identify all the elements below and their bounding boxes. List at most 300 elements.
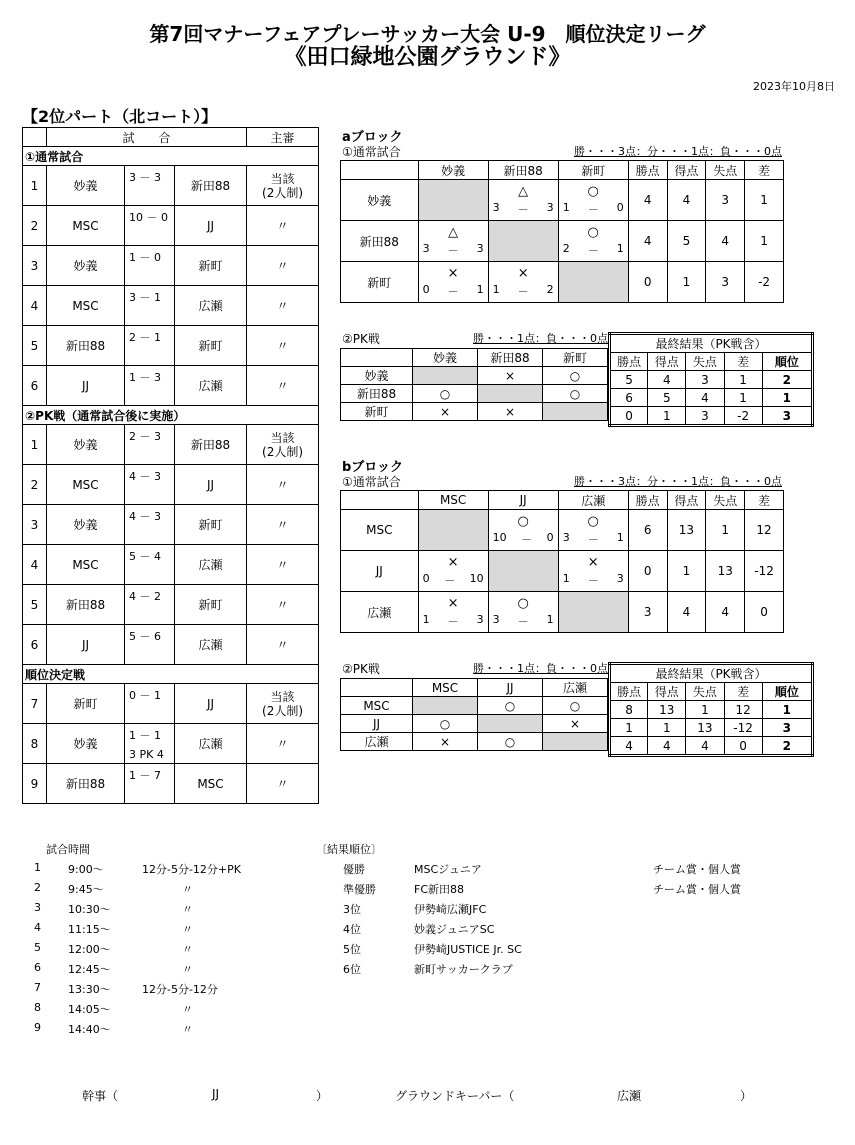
result-team: 新町サッカークラブ [414, 963, 513, 976]
referee-text: 〃 [276, 218, 289, 233]
stat-value: -2 [745, 262, 784, 303]
self-cell [478, 715, 543, 733]
team-column: 広瀬 [543, 679, 608, 697]
match-score [125, 505, 175, 545]
match-number: 1 [23, 425, 47, 465]
team-column: JJ [478, 679, 543, 697]
final-header: 差 [724, 683, 762, 701]
schedule-time: 14:40～ [68, 1023, 111, 1036]
result-row [316, 921, 796, 941]
match-number: 4 [23, 545, 47, 585]
schedule-time: 10:30～ [68, 903, 111, 916]
schedule-row [34, 881, 314, 901]
score-text: 4 － 2 [129, 590, 161, 603]
match-number: 1 [23, 166, 47, 206]
away-team: MSC [175, 764, 247, 804]
pk-result: × [543, 715, 608, 733]
score-dash: － [447, 285, 459, 298]
score-dash: － [517, 203, 529, 216]
schedule-no: 7 [34, 981, 41, 994]
score-text: 4 － 3 [129, 470, 161, 483]
final-value: 4 [686, 737, 724, 756]
score-right: 1 [616, 531, 624, 544]
grid-row [341, 551, 784, 592]
team-row: 広瀬 [341, 592, 419, 633]
stat-value: 12 [745, 510, 784, 551]
score-text: 3 － 1 [129, 291, 161, 304]
final-rank: 2 [762, 371, 812, 389]
referee [247, 505, 319, 545]
result-score [423, 613, 484, 629]
match-number: 3 [23, 246, 47, 286]
grid-header [341, 161, 784, 180]
final-value: 5 [610, 371, 648, 389]
final-value: 13 [686, 719, 724, 737]
stat-header: 勝点 [628, 491, 667, 510]
pk-result: ○ [478, 733, 543, 751]
stat-value: 1 [745, 180, 784, 221]
stat-value: 4 [667, 180, 706, 221]
final-header: 失点 [686, 353, 724, 371]
stat-value: 3 [706, 180, 745, 221]
referee-text: 当該 (2人制) [262, 689, 304, 718]
schedule-row [34, 981, 314, 1001]
pk-title: ②PK戦 [342, 662, 380, 676]
schedule [34, 841, 314, 1036]
result-wrap [489, 262, 558, 302]
header-match: 試 合 [47, 128, 247, 147]
stat-value: -12 [745, 551, 784, 592]
match-number: 5 [23, 326, 47, 366]
result-cell [418, 262, 488, 303]
score-dash: － [587, 203, 599, 216]
schedule-no: 4 [34, 921, 41, 934]
pk-result: × [413, 403, 478, 421]
home-team: MSC [47, 545, 125, 585]
section-row [23, 147, 319, 166]
referee-text: 〃 [276, 637, 289, 652]
score-text: 5 － 4 [129, 550, 161, 563]
result-rank: 6位 [343, 963, 361, 976]
grid-row [341, 262, 784, 303]
result-cell [558, 510, 628, 551]
pk-result: ○ [543, 697, 608, 715]
referee-text: 〃 [276, 298, 289, 313]
header-blank [23, 128, 47, 147]
result-score [493, 613, 554, 629]
result-team: 伊勢崎広瀬JFC [414, 903, 487, 916]
score-right: 3 [546, 201, 554, 214]
stat-value: 5 [667, 221, 706, 262]
match-number: 4 [23, 286, 47, 326]
final-header: 順位 [762, 683, 812, 701]
referee-text: 〃 [276, 258, 289, 273]
standings-grid [340, 490, 784, 633]
team-column: 新町 [543, 349, 608, 367]
match-score [125, 585, 175, 625]
home-team: 新田88 [47, 585, 125, 625]
score-right: 2 [546, 283, 554, 296]
pk-result: ○ [543, 367, 608, 385]
referee [247, 286, 319, 326]
referee-text: 〃 [276, 557, 289, 572]
block [340, 126, 810, 456]
home-team: 妙義 [47, 425, 125, 465]
final-rank: 2 [762, 737, 812, 756]
final-value: 4 [686, 389, 724, 407]
schedule-row [34, 1021, 314, 1041]
final-row [610, 371, 813, 389]
result-symbol: ○ [587, 225, 599, 240]
referee [247, 585, 319, 625]
pk-grid [340, 678, 608, 751]
pk-row [341, 715, 608, 733]
match-score [125, 764, 175, 804]
organizer-close: ） [316, 1089, 329, 1103]
schedule-no: 6 [34, 961, 41, 974]
score-text: 1 － 3 [129, 371, 161, 384]
result-symbol: ○ [587, 514, 599, 529]
referee [247, 465, 319, 505]
match-number: 2 [23, 206, 47, 246]
result-cell [488, 592, 558, 633]
result-cell [418, 592, 488, 633]
standings-grid [340, 160, 784, 303]
referee [247, 724, 319, 764]
away-team: 新田88 [175, 425, 247, 465]
match-score [125, 425, 175, 465]
team-row: JJ [341, 551, 419, 592]
result-rank: 4位 [343, 923, 361, 936]
schedule-time: 13:30～ [68, 983, 111, 996]
score-left: 10 [492, 531, 507, 544]
score-left: 3 [422, 242, 430, 255]
schedule-no: 3 [34, 901, 41, 914]
match-number: 5 [23, 585, 47, 625]
away-team: JJ [175, 684, 247, 724]
match-row [23, 684, 319, 724]
regular-points: 勝・・・3点：分・・・1点：負・・・0点 [574, 475, 782, 488]
stat-value: 4 [667, 592, 706, 633]
final-value: 8 [610, 701, 648, 719]
result-row [316, 901, 796, 921]
final-value: 3 [686, 371, 724, 389]
pk-grid-header [341, 679, 608, 697]
result-wrap [489, 180, 558, 220]
final-value: 5 [648, 389, 686, 407]
final-value: 13 [648, 701, 686, 719]
result-symbol: ○ [517, 596, 529, 611]
result-wrap [489, 510, 558, 550]
score-text: 2 － 3 [129, 430, 161, 443]
score-right: 10 [469, 572, 484, 585]
pk-row [341, 403, 608, 421]
match-row [23, 764, 319, 804]
final-value: 1 [610, 719, 648, 737]
score-left: 3 [562, 531, 570, 544]
score-left: 0 [422, 283, 430, 296]
stat-value: 13 [667, 510, 706, 551]
pk-result: ○ [413, 385, 478, 403]
schedule-time: 9:45～ [68, 883, 104, 896]
team-column: 新田88 [478, 349, 543, 367]
score-right: 0 [616, 201, 624, 214]
team-column: MSC [413, 679, 478, 697]
referee-text: 〃 [276, 517, 289, 532]
final-rank: 3 [762, 719, 812, 737]
page-title: 第7回マナーフェアプレーサッカー大会 U-9 順位決定リーグ [149, 22, 706, 46]
home-team: 妙義 [47, 246, 125, 286]
final-value: -2 [724, 407, 762, 426]
match-row [23, 625, 319, 665]
match-row [23, 366, 319, 406]
self-cell [413, 697, 478, 715]
schedule-time: 9:00～ [68, 863, 104, 876]
result-cell [418, 221, 488, 262]
stat-value: 13 [706, 551, 745, 592]
match-score [125, 625, 175, 665]
pk-grid-header [341, 349, 608, 367]
team-column: JJ [488, 491, 558, 510]
result-score [493, 283, 554, 299]
stat-value: 4 [706, 592, 745, 633]
final-header: 失点 [686, 683, 724, 701]
final-rank: 3 [762, 407, 812, 426]
match-row [23, 505, 319, 545]
referee [247, 326, 319, 366]
home-team: JJ [47, 625, 125, 665]
away-team: 新町 [175, 246, 247, 286]
stat-value: 1 [667, 551, 706, 592]
result-symbol: ○ [587, 184, 599, 199]
score-text: 0 － 1 [129, 689, 161, 702]
section-title: ②PK戦（通常試合後に実施） [23, 406, 319, 425]
score-right: 1 [546, 613, 554, 626]
result-row [316, 881, 796, 901]
regular-title: ①通常試合 [342, 475, 401, 489]
final-row [610, 407, 813, 426]
team-row: 新田88 [341, 221, 419, 262]
result-row [316, 861, 796, 881]
final-value: 6 [610, 389, 648, 407]
schedule-format: 〃 [182, 963, 193, 976]
final-header: 差 [724, 353, 762, 371]
away-team: 広瀬 [175, 366, 247, 406]
score-right: 3 [616, 572, 624, 585]
result-cell [558, 221, 628, 262]
score-left: 1 [422, 613, 430, 626]
result-score [423, 572, 484, 588]
result-award: チーム賞・個人賞 [653, 883, 741, 896]
schedule-format: 〃 [182, 883, 193, 896]
away-team: JJ [175, 206, 247, 246]
final-title: 最終結果（PK戦含） [610, 664, 813, 683]
final-rank: 1 [762, 389, 812, 407]
away-team: JJ [175, 465, 247, 505]
pk-result: ○ [478, 697, 543, 715]
home-team: 新田88 [47, 764, 125, 804]
result-cell [418, 551, 488, 592]
stat-header: 失点 [706, 161, 745, 180]
schedule-format: 〃 [182, 1023, 193, 1036]
stat-value: 1 [667, 262, 706, 303]
referee-text: 〃 [276, 776, 289, 791]
pk-result: × [478, 367, 543, 385]
result-wrap [489, 592, 558, 632]
organizer-value: JJ [212, 1087, 220, 1101]
result-score [493, 531, 554, 547]
header-referee: 主審 [247, 128, 319, 147]
result-score [423, 283, 484, 299]
schedule-row [34, 901, 314, 921]
final-value: 1 [724, 371, 762, 389]
section-row [23, 665, 319, 684]
schedule-row [34, 1001, 314, 1021]
stat-value: 3 [628, 592, 667, 633]
grid-corner [341, 349, 413, 367]
stat-value: 4 [706, 221, 745, 262]
result-row [316, 961, 796, 981]
self-cell [418, 180, 488, 221]
referee [247, 545, 319, 585]
score-dash: － [447, 244, 459, 257]
stat-header: 差 [745, 161, 784, 180]
results [316, 841, 796, 976]
result-cell [488, 510, 558, 551]
match-row [23, 585, 319, 625]
pk-result: ○ [543, 385, 608, 403]
schedule-no: 9 [34, 1021, 41, 1034]
final-header-row [610, 353, 813, 371]
pk-result: ○ [413, 715, 478, 733]
match-number: 3 [23, 505, 47, 545]
schedule-format: 〃 [182, 903, 193, 916]
result-row [316, 941, 796, 961]
result-score [563, 531, 624, 547]
self-cell [488, 221, 558, 262]
match-number: 8 [23, 724, 47, 764]
match-table [22, 127, 319, 804]
score-right: 3 [476, 242, 484, 255]
pk-grid [340, 348, 608, 421]
pk-header [342, 330, 608, 346]
self-cell [413, 367, 478, 385]
regular-title: ①通常試合 [342, 145, 401, 159]
match-number: 6 [23, 366, 47, 406]
score-dash: － [444, 574, 456, 587]
referee [247, 625, 319, 665]
pk-result: × [478, 403, 543, 421]
team-column: MSC [418, 491, 488, 510]
final-rank: 1 [762, 701, 812, 719]
match-score [125, 465, 175, 505]
referee [247, 425, 319, 465]
grid-corner [341, 161, 419, 180]
score-text: 1 － 1 [129, 729, 161, 742]
referee-text: 〃 [276, 338, 289, 353]
final-value: 0 [610, 407, 648, 426]
team-row: MSC [341, 697, 413, 715]
final-header-row [610, 683, 813, 701]
match-score [125, 545, 175, 585]
result-score [563, 242, 624, 258]
result-cell [558, 180, 628, 221]
match-score [125, 286, 175, 326]
final-value: 4 [648, 737, 686, 756]
referee [247, 764, 319, 804]
referee [247, 206, 319, 246]
final-value: 1 [648, 719, 686, 737]
match-score [125, 166, 175, 206]
score-text: 10 － 0 [129, 211, 168, 224]
result-symbol: × [447, 266, 459, 281]
keeper-value: 広瀬 [617, 1089, 642, 1103]
score-right: 3 [476, 613, 484, 626]
match-score [125, 366, 175, 406]
away-team: 広瀬 [175, 286, 247, 326]
final-results [608, 332, 814, 427]
self-cell [543, 403, 608, 421]
team-row: 妙義 [341, 180, 419, 221]
pk-header [342, 660, 608, 676]
pk-points: 勝・・・1点：負・・・0点 [473, 662, 608, 675]
final-header: 勝点 [610, 683, 648, 701]
result-symbol: × [587, 555, 599, 570]
result-wrap [419, 221, 488, 261]
final-title: 最終結果（PK戦含） [610, 334, 813, 353]
final-value: 4 [610, 737, 648, 756]
score-dash: － [447, 615, 459, 628]
result-score [423, 242, 484, 258]
match-number: 6 [23, 625, 47, 665]
home-team: MSC [47, 286, 125, 326]
referee-text: 当該 (2人制) [262, 171, 304, 200]
block-title: aブロック [342, 130, 403, 145]
section-title: 順位決定戦 [23, 665, 319, 684]
block-container [340, 126, 810, 786]
schedule-format: 12分-5分-12分 [142, 983, 218, 996]
final-value: 4 [648, 371, 686, 389]
organizer-label: 幹事（ [82, 1089, 119, 1103]
home-team: 妙義 [47, 505, 125, 545]
match-score [125, 326, 175, 366]
final-value: 3 [686, 407, 724, 426]
match-row [23, 206, 319, 246]
score-text: 4 － 3 [129, 510, 161, 523]
result-cell [488, 180, 558, 221]
stat-header: 勝点 [628, 161, 667, 180]
schedule-row [34, 921, 314, 941]
match-number: 7 [23, 684, 47, 724]
pk-score: 3 PK 4 [129, 748, 164, 761]
final-header: 得点 [648, 683, 686, 701]
stat-header: 差 [745, 491, 784, 510]
final-value: 1 [686, 701, 724, 719]
score-right: 0 [546, 531, 554, 544]
final-header: 勝点 [610, 353, 648, 371]
block [340, 456, 810, 786]
footer [0, 1087, 855, 1107]
match-number: 9 [23, 764, 47, 804]
final-value: 12 [724, 701, 762, 719]
final-header: 順位 [762, 353, 812, 371]
grid-corner [341, 491, 419, 510]
team-row: 広瀬 [341, 733, 413, 751]
referee [247, 246, 319, 286]
away-team: 新町 [175, 326, 247, 366]
team-column: 新田88 [488, 161, 558, 180]
stat-value: 0 [628, 551, 667, 592]
